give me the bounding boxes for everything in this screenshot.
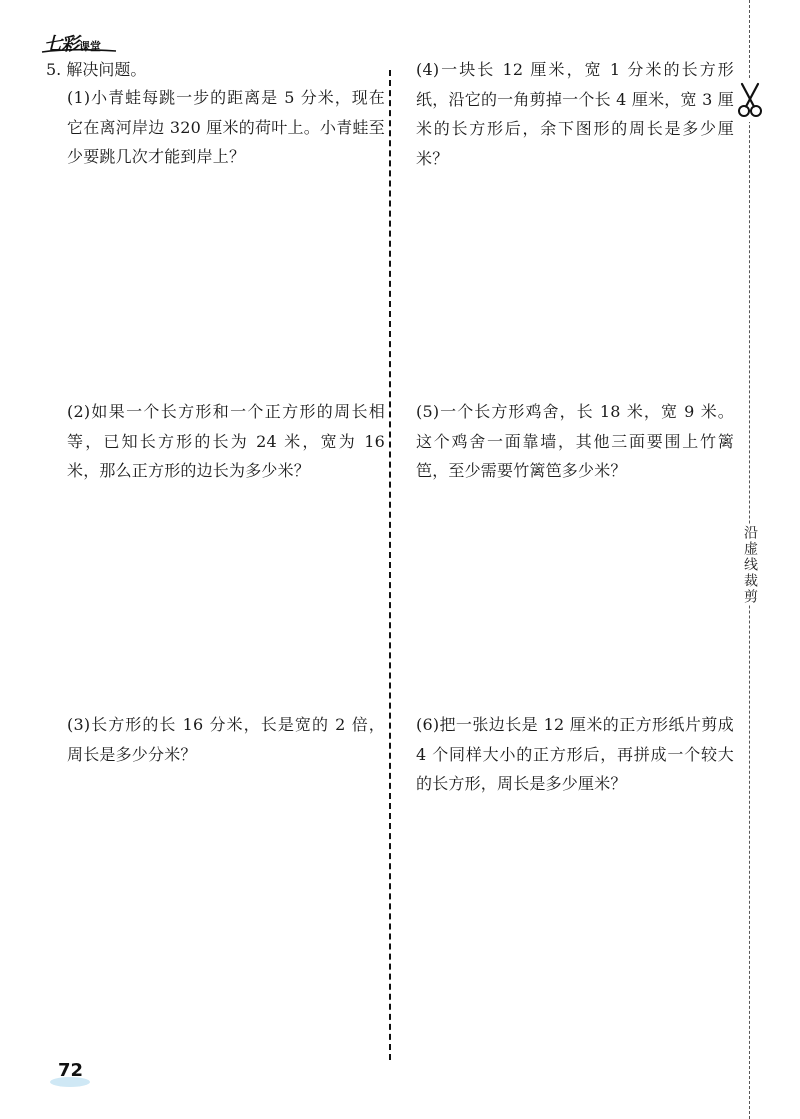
problem-number: (5) bbox=[416, 402, 440, 421]
problem-4 bbox=[416, 55, 734, 173]
problem-1 bbox=[67, 83, 385, 172]
section-title: 5. 解决问题。 bbox=[46, 60, 147, 79]
problem-text: 如果一个长方形和一个正方形的周长相等，已知长方形的长为 24 米，宽为 16 米，那么正方形的边长为多少米？ bbox=[67, 402, 385, 480]
problem-number: (3) bbox=[67, 715, 91, 734]
logo-subtitle: 课堂 bbox=[79, 40, 101, 53]
problem-5 bbox=[416, 397, 734, 486]
problem-number: (2) bbox=[67, 402, 91, 421]
problem-number: (6) bbox=[416, 715, 440, 734]
problem-text: 把一张边长是 12 厘米的正方形纸片剪成 4 个同样大小的正方形后，再拼成一个较大的长方形，周长是多少厘米？ bbox=[416, 715, 734, 793]
logo-script: 七彩 bbox=[44, 34, 78, 55]
column-divider bbox=[389, 70, 391, 1060]
problem-text: 长方形的长 16 分米，长是宽的 2 倍，周长是多少分米？ bbox=[67, 715, 385, 764]
logo-swoosh-icon bbox=[40, 48, 118, 54]
problem-3 bbox=[67, 710, 385, 769]
brand-logo bbox=[44, 30, 101, 56]
problem-text: 一个长方形鸡舍，长 18 米，宽 9 米。这个鸡舍一面靠墙，其他三面要围上竹篱笆，至少需要竹篱笆多少米？ bbox=[416, 402, 734, 480]
problem-number: (4) bbox=[416, 60, 440, 79]
problem-text: 一块长 12 厘米，宽 1 分米的长方形纸，沿它的一角剪掉一个长 4 厘米，宽 3 厘米的长方形后，余下图形的周长是多少厘米？ bbox=[416, 60, 734, 168]
problem-6 bbox=[416, 710, 734, 799]
page-number: 72 bbox=[58, 1060, 84, 1081]
cut-instruction: 沿虚线裁剪 bbox=[742, 525, 758, 605]
problem-number: (1) bbox=[67, 88, 91, 107]
problem-text: 小青蛙每跳一步的距离是 5 分米，现在它在离河岸边 320 厘米的荷叶上。小青蛙至少要跳几次才能到岸上？ bbox=[67, 88, 385, 166]
problem-2 bbox=[67, 397, 385, 486]
scissors-icon bbox=[736, 82, 764, 118]
